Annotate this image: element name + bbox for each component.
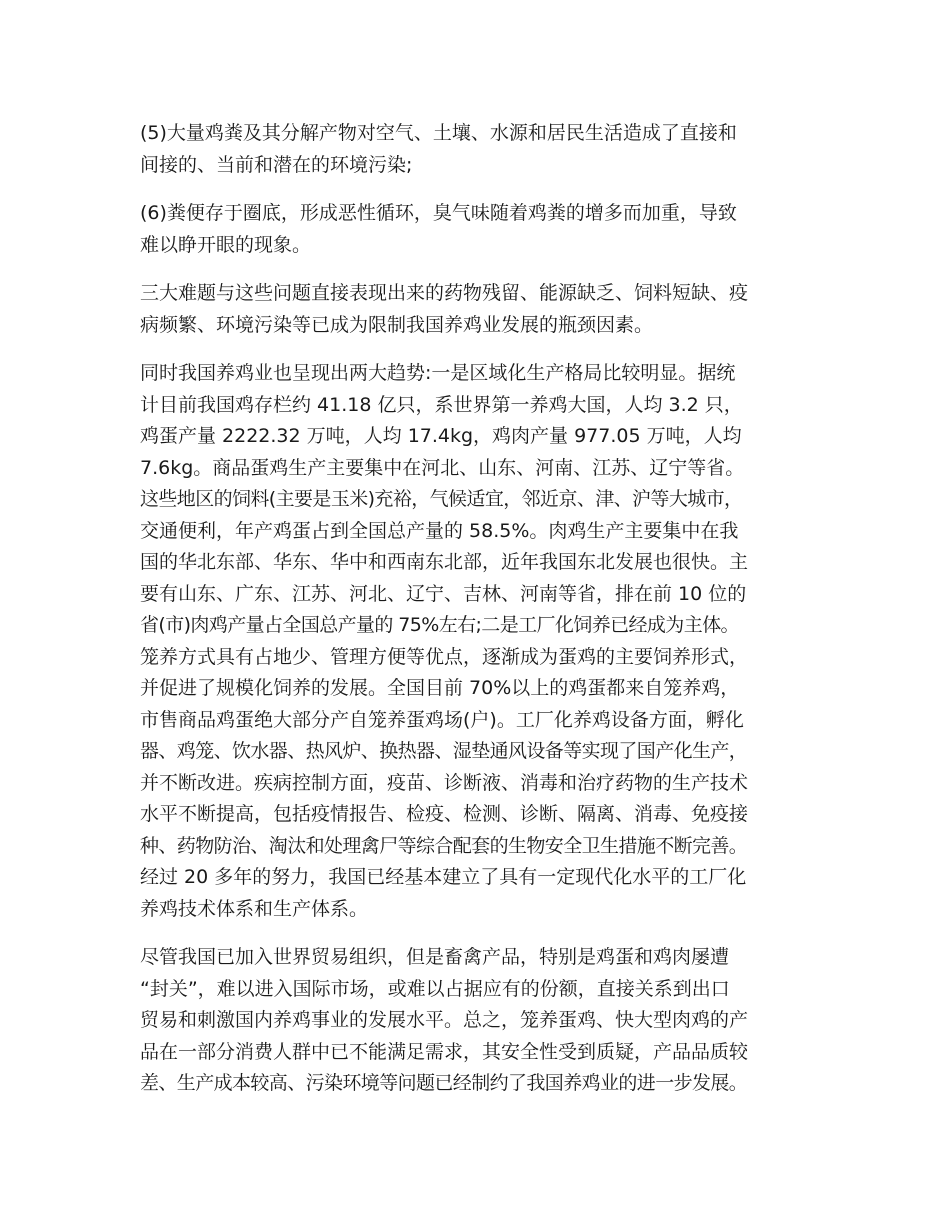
text-line: 交通便利，年产鸡蛋占到全国总产量的 58.5%。肉鸡生产主要集中在我 (140, 519, 739, 542)
text-line: 三大难题与这些问题直接表现出来的药物残留、能源缺乏、饲料短缺、疫 (140, 282, 749, 304)
paragraph-3 (140, 278, 830, 341)
text-line: (6)粪便存于圈底，形成恶性循环，臭气味随着鸡粪的增多而加重，导致 (140, 202, 737, 224)
paragraph-4 (140, 358, 830, 925)
text-line: 尽管我国已加入世界贸易组织，但是畜禽产品，特别是鸡蛋和鸡肉屡遭 (140, 946, 730, 968)
paragraph-5 (140, 942, 830, 1100)
text-line: 同时我国养鸡业也呈现出两大趋势:一是区域化生产格局比较明显。据统 (140, 362, 736, 384)
text-line: 7.6kg。商品蛋鸡生产主要集中在河北、山东、河南、江苏、辽宁等省。 (140, 456, 745, 479)
paragraph-2 (140, 198, 830, 261)
text-line: 并不断改进。疾病控制方面，疫苗、诊断液、消毒和治疗药物的生产技术 (140, 771, 749, 794)
text-line: 水平不断提高，包括疫情报告、检疫、检测、诊断、隔离、消毒、免疫接 (140, 803, 749, 825)
text-line: 种、药物防治、淘汰和处理禽尸等综合配套的生物安全卫生措施不断完善。 (140, 834, 748, 857)
document-page (140, 118, 830, 1117)
text-line: 间接的、当前和潜在的环境污染; (140, 153, 413, 176)
text-line: 品在一部分消费人群中已不能满足需求，其安全性受到质疑，产品品质较 (140, 1040, 749, 1063)
paragraph-1 (140, 118, 830, 181)
text-line: 鸡蛋产量 2222.32 万吨，人均 17.4kg，鸡肉产量 977.05 万吨，人均 (140, 425, 742, 447)
text-line: 要有山东、广东、江苏、河北、辽宁、吉林、河南等省，排在前 10 位的 (140, 582, 747, 605)
text-line: 笼养方式具有占地少、管理方便等优点，逐渐成为蛋鸡的主要饲养形式， (140, 645, 749, 668)
text-line: 病频繁、环境污染等已成为限制我国养鸡业发展的瓶颈因素。 (140, 313, 654, 336)
text-line: 省(市)肉鸡产量占全国总产量的 75%左右;二是工厂化饲养已经成为主体。 (140, 614, 739, 636)
text-line: (5)大量鸡粪及其分解产物对空气、土壤、水源和居民生活造成了直接和 (140, 122, 737, 144)
text-line: 这些地区的饲料(主要是玉米)充裕，气候适宜，邻近京、津、沪等大城市， (140, 488, 743, 510)
text-line: 差、生产成本较高、污染环境等问题已经制约了我国养鸡业的进一步发展。 (140, 1072, 748, 1094)
text-line: 难以睁开眼的现象。 (140, 233, 312, 256)
text-line: 计目前我国鸡存栏约 41.18 亿只，系世界第一养鸡大国，人均 3.2 只， (140, 393, 743, 416)
text-line: 器、鸡笼、饮水器、热风炉、换热器、湿垫通风设备等实现了国产化生产， (140, 740, 748, 762)
text-line: 并促进了规模化饲养的发展。全国目前 70%以上的鸡蛋都来自笼养鸡， (140, 677, 740, 699)
text-line: 国的华北东部、华东、华中和西南东北部，近年我国东北发展也很快。主 (140, 551, 749, 573)
text-line: 养鸡技术体系和生产体系。 (140, 897, 369, 920)
text-line: “封关”，难以进入国际市场，或难以占据应有的份额，直接关系到出口 (140, 977, 730, 1000)
text-line: 市售商品鸡蛋绝大部分产自笼养蛋鸡场(户)。工厂化养鸡设备方面，孵化 (140, 708, 744, 731)
text-line: 贸易和刺激国内养鸡事业的发展水平。总之，笼养蛋鸡、快大型肉鸡的产 (140, 1009, 749, 1031)
text-line: 经过 20 多年的努力，我国已经基本建立了具有一定现代化水平的工厂化 (140, 866, 747, 888)
